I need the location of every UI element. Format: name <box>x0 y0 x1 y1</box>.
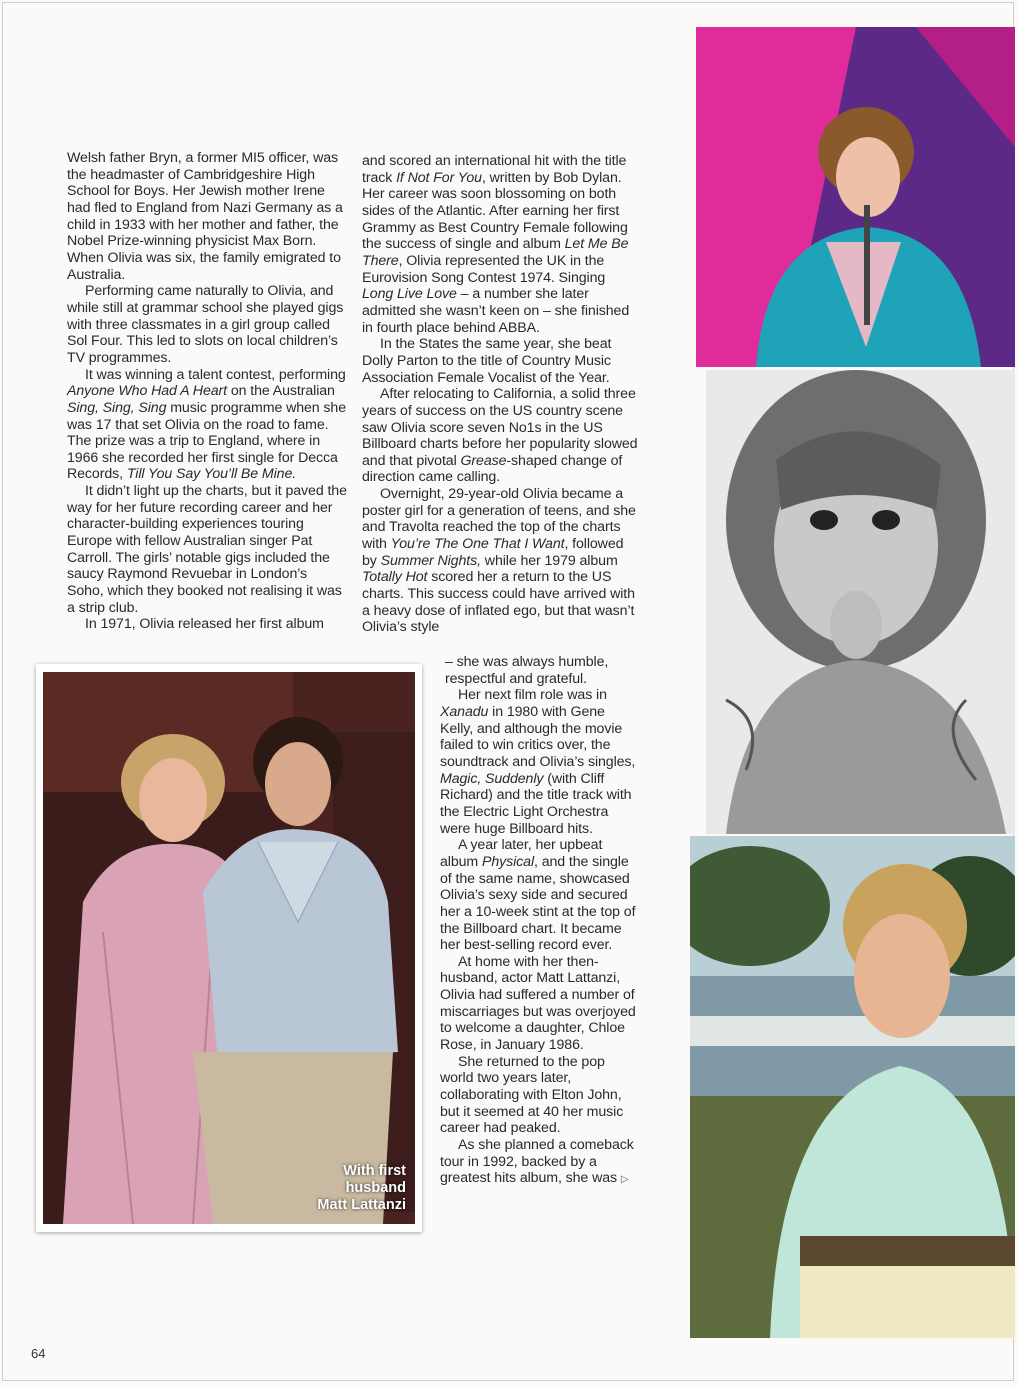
paragraph: She returned to the pop world two years later, collaborating with Elton John, but it seemed at 40 her music career had peaked. <box>440 1053 624 1137</box>
paragraph: A year later, her upbeat album Physical, and the single of the same name, showcased Olivia’s sexy side and secured her a 10-week stint at the top of the Billboard chart. It became her best-selling record ever. <box>440 837 636 954</box>
paragraph: It was winning a talent contest, performing Anyone Who Had A Heart on the Australian Sing, Sing, Sing music programme when she was 17 that set Olivia on the road to fame. The prize was a trip to England, where in 1966 she recorded her first single for Decca Records, Till You Say You’ll Be Mine. <box>67 366 347 483</box>
outdoor-portrait-photo <box>690 836 1015 1338</box>
portrait-photo-bw <box>706 370 1015 834</box>
paragraph: In 1971, Olivia released her first album <box>85 616 324 633</box>
paragraph: After relocating to California, a solid three years of success on the US country scene saw Olivia score seven No1s in the US Billboard charts before her popularity slowed and that pivotal Grease-shaped change of direction came calling. <box>362 386 638 486</box>
photo-caption <box>317 1163 406 1214</box>
couple-photo-frame <box>36 664 422 1232</box>
paragraph: In the States the same year, she beat Dolly Parton to the title of Country Music Association Female Vocalist of the Year. <box>362 336 612 386</box>
paragraph: Overnight, 29-year-old Olivia became a poster girl for a generation of teens, and she and Travolta reached the top of the charts with You’re The One That I Want, followed by Summer Nights, while her 1979 album Totally Hot scored her a return to the US charts. This success could have arrived with a heavy dose of inflated ego, but that wasn’t Olivia’s style <box>362 486 636 636</box>
article-column-1 <box>67 150 347 633</box>
paragraph: It didn’t light up the charts, but it paved the way for her future recording career and her character-building experiences touring Europe with fellow Australian singer Pat Carroll. The girls’ notable gigs included the saucy Raymond Revuebar in London’s Soho, which they booked not realising it was a strip club. <box>67 483 347 616</box>
outdoor-portrait-image <box>690 836 1015 1338</box>
paragraph: Performing came naturally to Olivia, and while still at grammar school she played gigs with three classmates in a girl group called Sol Four. This led to slots on local children’s TV programmes. <box>67 283 344 366</box>
page-number: 64 <box>31 1346 46 1361</box>
article-column-3 <box>440 654 640 1189</box>
concert-photo <box>696 27 1015 367</box>
caption-line: husband <box>345 1180 406 1196</box>
portrait-image <box>706 370 1015 834</box>
concert-photo-image <box>696 27 1015 367</box>
paragraph: – she was always humble, respectful and grateful. <box>445 654 609 687</box>
paragraph: Her next film role was in Xanadu in 1980 with Gene Kelly, and although the movie failed to win critics over, the soundtrack and Olivia’s singles, Magic, Suddenly (with Cliff Richard) and the title track with the Electric Light Orchestra were huge Billboard hits. <box>440 687 636 837</box>
caption-line: With first <box>343 1163 406 1179</box>
paragraph: As she planned a comeback tour in 1992, backed by a greatest hits album, she was ▷ <box>440 1137 634 1187</box>
caption-line: Matt Lattanzi <box>317 1197 406 1213</box>
continue-arrow-icon: ▷ <box>620 1174 629 1186</box>
couple-photo <box>43 672 415 1224</box>
article-column-2 <box>362 153 640 636</box>
paragraph: Welsh father Bryn, a former MI5 officer, was the headmaster of Cambridgeshire High School for Boys. Her Jewish mother Irene had fled to England from Nazi Germany as a child in 1933 with her mother and father, the Nobel Prize-winning physicist Max Born. When Olivia was six, the family emigrated to Australia. <box>67 150 343 283</box>
paragraph: At home with her then-husband, actor Matt Lattanzi, Olivia had suffered a number of miscarriages but was overjoyed to welcome a daughter, Chloe Rose, in January 1986. <box>440 953 636 1054</box>
paragraph: and scored an international hit with the title track If Not For You, written by Bob Dylan. Her career was soon blossoming on both sides of the Atlantic. After earning her first Grammy as Best Country Female following the success of single and album Let Me Be There, Olivia represented the UK in the Eurovision Song Contest 1974. Singing Long Live Love – a number she later admitted she wasn’t keen on – she finished in fourth place behind ABBA. <box>362 153 630 336</box>
